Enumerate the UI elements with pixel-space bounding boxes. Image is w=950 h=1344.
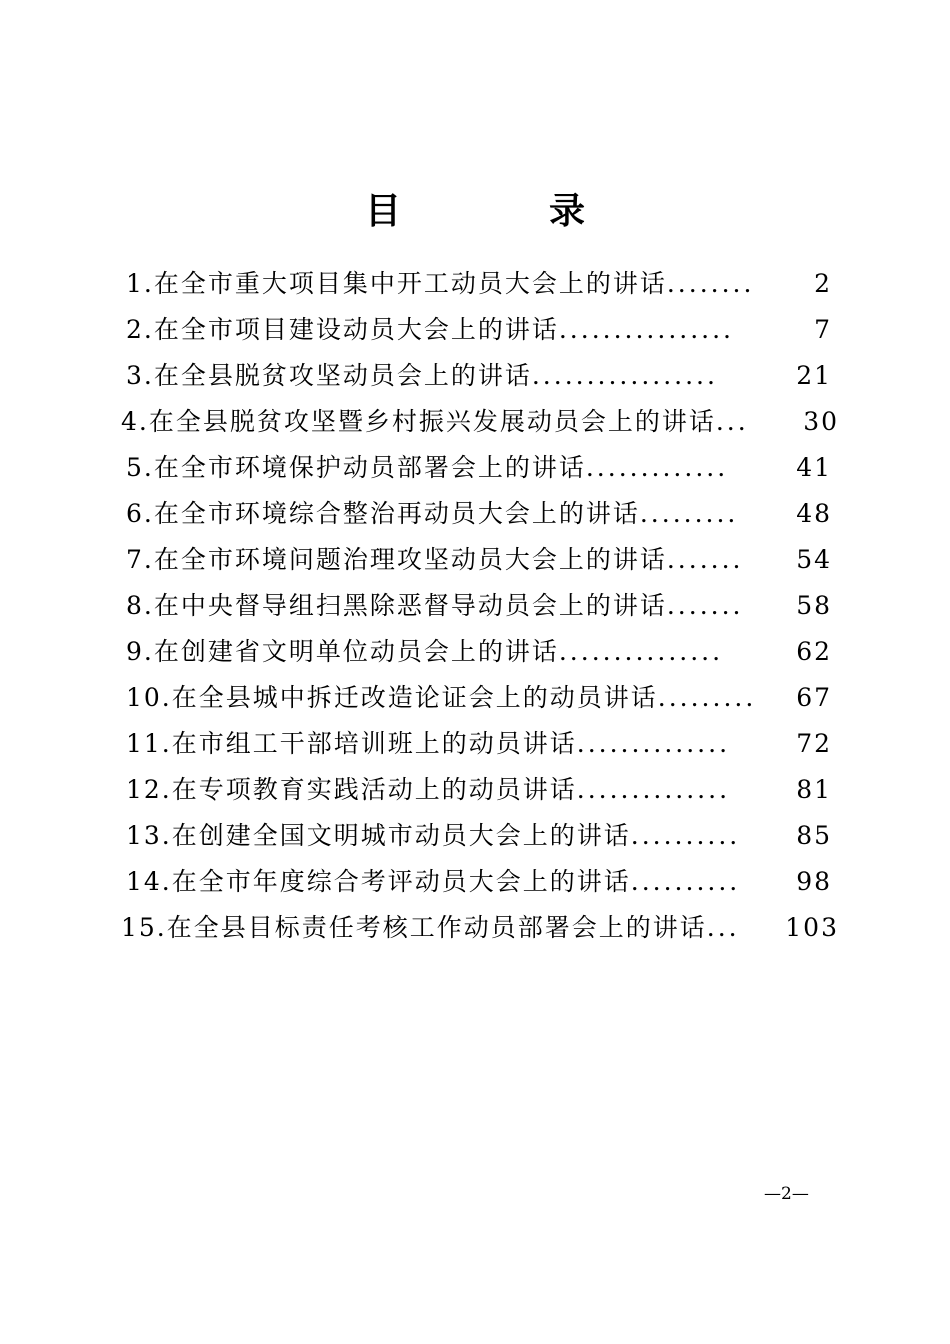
toc-page-number: 30 [803, 407, 839, 436]
toc-leader-dots: .......... [630, 821, 741, 850]
toc-entry-label: 10.在全县城中拆迁改造论证会上的动员讲话 [126, 683, 658, 712]
toc-leader-dots: .............. [576, 775, 731, 804]
toc-leader-dots: ....... [666, 591, 744, 620]
toc-entry[interactable] [126, 768, 832, 812]
toc-page-number: 103 [785, 913, 839, 942]
toc-page-number: 21 [796, 361, 832, 390]
toc-page-number: 85 [796, 821, 832, 850]
toc-entry-label: 2.在全市项目建设动员大会上的讲话 [126, 315, 559, 344]
toc-entry[interactable] [126, 676, 832, 720]
toc-leader-dots: .......... [630, 867, 741, 896]
toc-entry[interactable] [126, 308, 832, 352]
toc-page-number: 41 [796, 453, 832, 482]
toc-entry[interactable] [126, 262, 832, 306]
toc-entry[interactable] [126, 860, 832, 904]
toc-entry[interactable] [126, 354, 832, 398]
toc-page-number: 81 [796, 775, 832, 804]
toc-entry-label: 12.在专项教育实践活动上的动员讲话 [126, 775, 577, 804]
toc-leader-dots: ................ [558, 315, 735, 344]
toc-page-number: 7 [814, 315, 832, 344]
toc-leader-dots: ............. [585, 453, 729, 482]
toc-page-number: 72 [796, 729, 832, 758]
toc-page-number: 58 [796, 591, 832, 620]
toc-entry[interactable] [121, 906, 839, 950]
toc-leader-dots: ................. [531, 361, 718, 390]
toc-entry[interactable] [126, 538, 832, 582]
toc-leader-dots: .............. [576, 729, 731, 758]
toc-leader-dots: ... [715, 407, 749, 436]
toc-entry[interactable] [126, 630, 832, 674]
toc-page-number: 54 [796, 545, 832, 574]
toc-entry[interactable] [121, 400, 839, 444]
toc-leader-dots: ......... [657, 683, 757, 712]
toc-entry-label: 3.在全县脱贫攻坚动员会上的讲话 [126, 361, 532, 390]
toc-entry-label: 15.在全县目标责任考核工作动员部署会上的讲话 [121, 913, 707, 942]
toc-entry-label: 14.在全市年度综合考评动员大会上的讲话 [126, 867, 631, 896]
toc-entry-label: 6.在全市环境综合整治再动员大会上的讲话 [126, 499, 640, 528]
toc-leader-dots: ............... [558, 637, 724, 666]
toc-leader-dots: ........ [666, 269, 755, 298]
toc-entry[interactable] [126, 722, 832, 766]
toc-entry-label: 11.在市组工干部培训班上的动员讲话 [126, 729, 577, 758]
toc-entry[interactable] [126, 446, 832, 490]
toc-page-number: 62 [796, 637, 832, 666]
toc-entry[interactable] [126, 814, 832, 858]
toc-entry-label: 7.在全市环境问题治理攻坚动员大会上的讲话 [126, 545, 667, 574]
toc-entry-label: 13.在创建全国文明城市动员大会上的讲话 [126, 821, 631, 850]
toc-leader-dots: ......... [639, 499, 739, 528]
toc-entry-label: 4.在全县脱贫攻坚暨乡村振兴发展动员会上的讲话 [121, 407, 716, 436]
toc-page-number: 67 [796, 683, 832, 712]
toc-entry-label: 8.在中央督导组扫黑除恶督导动员会上的讲话 [126, 591, 667, 620]
toc-entry-label: 1.在全市重大项目集中开工动员大会上的讲话 [126, 269, 667, 298]
toc-leader-dots: ....... [666, 545, 744, 574]
toc-title: 目 录 [364, 190, 641, 232]
page-number-footer: —2— [764, 1184, 809, 1204]
toc-entry-label: 5.在全市环境保护动员部署会上的讲话 [126, 453, 586, 482]
toc-page-number: 98 [796, 867, 832, 896]
toc-page-number: 2 [814, 269, 832, 298]
toc-entry[interactable] [126, 584, 832, 628]
toc-entry[interactable] [126, 492, 832, 536]
toc-page-number: 48 [796, 499, 832, 528]
toc-leader-dots: ... [706, 913, 740, 942]
toc-entry-label: 9.在创建省文明单位动员会上的讲话 [126, 637, 559, 666]
